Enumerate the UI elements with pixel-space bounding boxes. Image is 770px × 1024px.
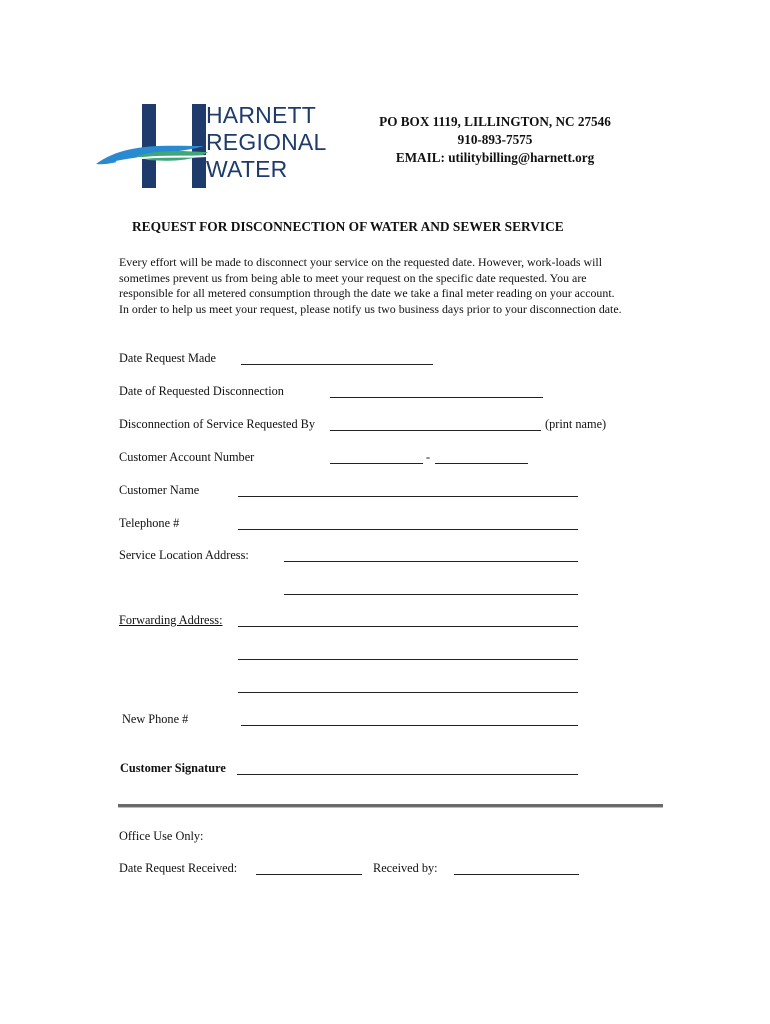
intro-line: sometimes prevent us from being able to meet your request on the specific date requested. You are: [119, 270, 587, 285]
account-number-field-part1[interactable]: [330, 463, 423, 464]
logo-word-water: WATER: [206, 156, 288, 182]
logo-word-harnett: HARNETT: [206, 102, 317, 128]
intro-line: responsible for all metered consumption through the date we take a final meter reading on your account.: [119, 286, 615, 301]
intro-paragraph: [119, 255, 679, 317]
customer-signature-field[interactable]: [237, 774, 578, 775]
account-number-field-part2[interactable]: [435, 463, 528, 464]
harnett-regional-water-logo: [96, 102, 327, 192]
customer-name-label: Customer Name: [119, 483, 200, 497]
requested-by-field[interactable]: [330, 430, 541, 431]
intro-line: Every effort will be made to disconnect your service on the requested date. However, work-loads will: [119, 255, 603, 269]
received-by-field[interactable]: [454, 874, 579, 875]
telephone-field[interactable]: [238, 529, 578, 530]
date-requested-disconnection-field[interactable]: [330, 397, 543, 398]
forwarding-address-label: Forwarding Address:: [119, 613, 223, 627]
date-received-field[interactable]: [256, 874, 362, 875]
form-title: REQUEST FOR DISCONNECTION OF WATER AND SEWER SERVICE: [132, 219, 564, 234]
customer-signature-label: Customer Signature: [120, 761, 226, 775]
account-number-label: Customer Account Number: [119, 450, 255, 464]
new-phone-label: New Phone #: [122, 712, 189, 726]
print-name-hint: (print name): [545, 417, 607, 431]
requested-by-label: Disconnection of Service Requested By: [119, 417, 316, 431]
date-received-label: Date Request Received:: [119, 861, 238, 875]
customer-name-field[interactable]: [238, 496, 578, 497]
account-number-separator: -: [426, 450, 431, 464]
intro-line: In order to help us meet your request, please notify us two business days prior to your disconnection date.: [119, 301, 622, 316]
forwarding-address-field-line2[interactable]: [238, 659, 578, 660]
logo-word-regional: REGIONAL: [206, 129, 327, 155]
telephone-label: Telephone #: [119, 516, 180, 530]
forwarding-address-field-line3[interactable]: [238, 692, 578, 693]
received-by-label: Received by:: [373, 861, 438, 875]
phone-number: 910-893-7575: [457, 132, 533, 147]
date-requested-disconnection-label: Date of Requested Disconnection: [119, 384, 284, 398]
date-request-made-field[interactable]: [241, 364, 433, 365]
office-use-heading: Office Use Only:: [119, 829, 204, 843]
service-address-label: Service Location Address:: [119, 548, 249, 562]
forwarding-address-field-line1[interactable]: [238, 626, 578, 627]
service-address-field-line2[interactable]: [284, 594, 578, 595]
mailing-address: PO BOX 1119, LILLINGTON, NC 27546: [379, 114, 611, 129]
section-divider: [118, 804, 663, 808]
contact-block: [340, 113, 650, 167]
new-phone-field[interactable]: [241, 725, 578, 726]
email-address: EMAIL: utilitybilling@harnett.org: [395, 150, 595, 165]
date-request-made-label: Date Request Made: [119, 351, 216, 365]
service-address-field-line1[interactable]: [284, 561, 578, 562]
